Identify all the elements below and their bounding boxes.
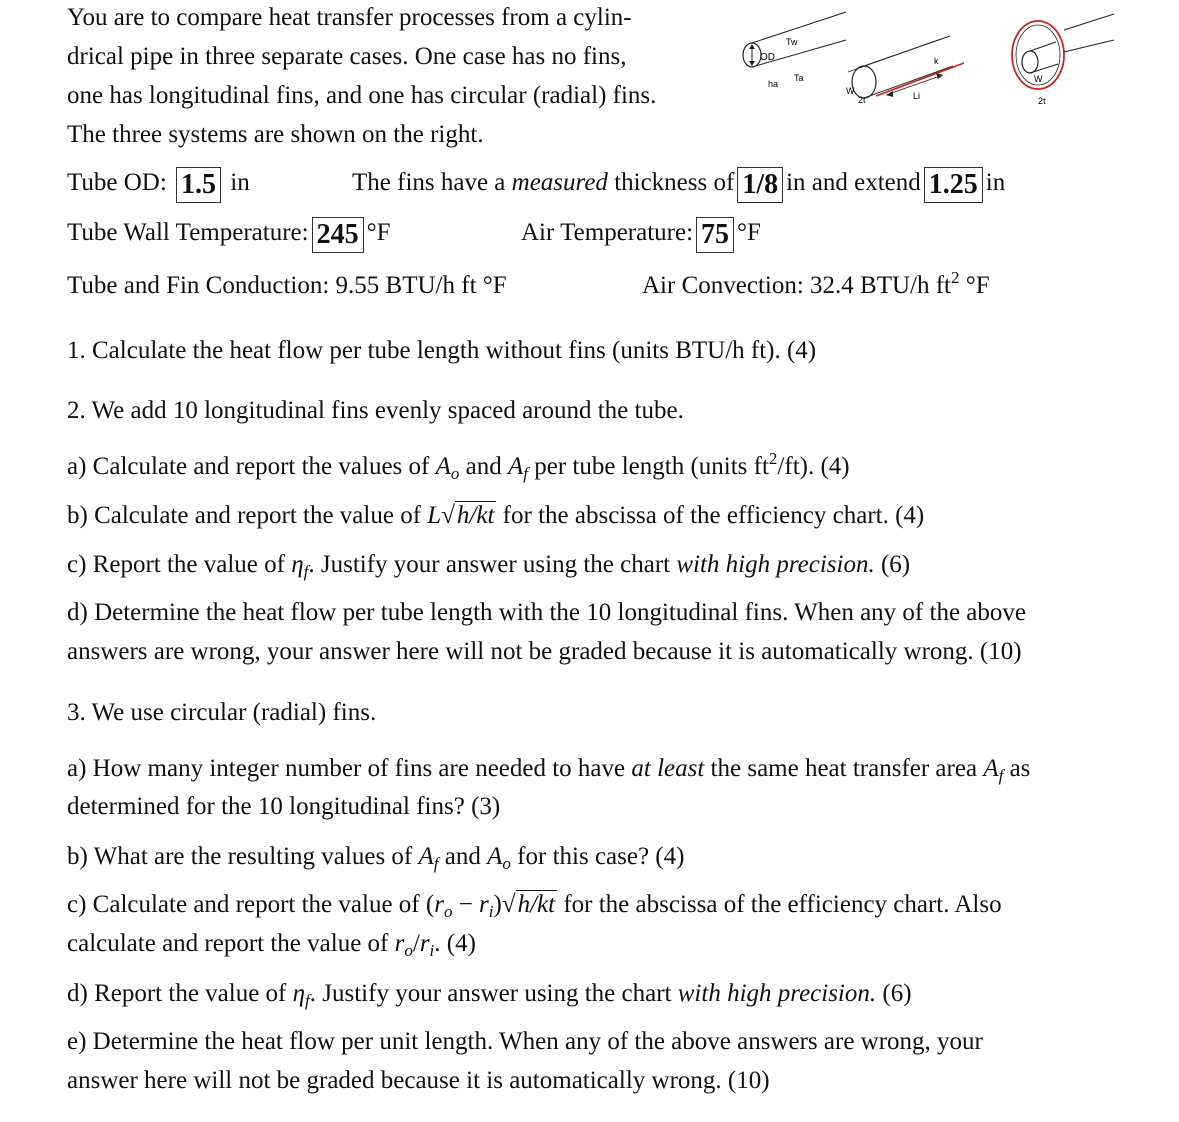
q3a-post: as: [1003, 755, 1031, 782]
intro-line-1: You are to compare heat transfer processes from a cylin-: [67, 4, 632, 31]
fin-text-b: thickness of: [614, 169, 735, 196]
q3d-end: (6): [876, 980, 912, 1007]
t-label-2: 2t: [1038, 96, 1046, 106]
wall-temp-label: Tube Wall Temperature:: [67, 219, 309, 246]
radial-fin-diagram: [1012, 14, 1114, 106]
q3b-pre: b) What are the resulting values of: [67, 843, 419, 870]
ha-label: ha: [768, 79, 779, 89]
q2a-post: per tube length (units ft: [528, 453, 769, 480]
math-sub-f: f: [305, 991, 310, 1010]
question-3d: [67, 979, 912, 1009]
w-label-2: W: [1034, 74, 1043, 84]
math-eta: η: [291, 551, 304, 578]
question-3b: [67, 842, 684, 872]
q2c-mid: . Justify your answer using the chart: [308, 551, 677, 578]
q3c-pre: c) Calculate and report the value of: [67, 891, 426, 918]
math-slash: /: [412, 930, 420, 957]
question-3e-line-1: e) Determine the heat flow per unit length. When any of the above answers are wrong, your: [67, 1028, 983, 1055]
q2a-pre: a) Calculate and report the values of: [67, 453, 436, 480]
q2a-mid: and: [459, 453, 508, 480]
math-A: A: [418, 843, 434, 870]
q3b-post: for this case? (4): [510, 843, 685, 870]
tube-od-value: 1.5: [176, 167, 221, 203]
math-sub-o: o: [443, 902, 453, 921]
question-2d-line-2: answers are wrong, your answer here will not be graded because it is automatically wrong. (10): [67, 638, 1022, 665]
fin-thickness-value: 1/8: [737, 167, 783, 203]
convection-text: [642, 268, 990, 301]
math-sub-o: o: [404, 941, 413, 960]
q2a-exp: 2: [768, 449, 778, 468]
math-sub-o: o: [502, 854, 511, 873]
fin-text-a: The fins have a: [352, 169, 506, 196]
fin-extend-value: 1.25: [924, 167, 983, 203]
q3d-italic: with high precision.: [677, 980, 877, 1007]
math-r: r: [394, 930, 405, 957]
tube-od-label: Tube OD:: [67, 169, 167, 196]
question-3-title: 3. We use circular (radial) fins.: [67, 699, 377, 726]
q3c-post: for the abscissa of the efficiency chart. Also: [557, 891, 1002, 918]
math-sub-f: f: [303, 562, 309, 581]
fin-text-c: in and extend: [786, 169, 921, 196]
t-label-1: 2t: [858, 95, 866, 105]
w-label-1: W: [846, 86, 855, 96]
fin-text-measured: measured: [511, 169, 608, 196]
math-r: r: [479, 891, 489, 918]
convection-a: Air Convection: 32.4 BTU/h ft: [642, 272, 951, 299]
question-3c-line-1: [67, 890, 1002, 920]
pipe-systems-figure: [738, 0, 1118, 120]
air-temp-label: Air Temperature:: [521, 219, 694, 246]
question-1: 1. Calculate the heat flow per tube length without fins (units BTU/h ft). (4): [67, 337, 817, 364]
tw-label: Tw: [786, 37, 798, 47]
question-3a-line-2: determined for the 10 longitudinal fins? (3): [67, 793, 501, 820]
math-A: A: [435, 453, 451, 480]
math-sub-f: f: [998, 766, 1004, 785]
fin-extend-unit: in: [985, 169, 1006, 196]
question-2-title: 2. We add 10 longitudinal fins evenly spaced around the tube.: [67, 397, 684, 424]
q3d-pre: d) Report the value of: [67, 980, 293, 1007]
intro-line-3: one has longitudinal fins, and one has circular (radial) fins.: [67, 82, 657, 109]
q2b-pre: b) Calculate and report the value of: [67, 502, 428, 529]
bare-pipe-diagram: [743, 12, 846, 89]
math-lparen: (: [425, 891, 435, 918]
question-2c: [67, 550, 910, 580]
math-r: r: [419, 930, 430, 957]
math-sub-i: i: [429, 941, 435, 960]
li-label: Li: [913, 91, 921, 101]
air-temp-unit: °F: [737, 219, 761, 246]
sqrt-expression: √h/kt: [501, 891, 556, 918]
math-sub-i: i: [488, 902, 494, 921]
q2c-pre: c) Report the value of: [67, 551, 292, 578]
k-label: k: [934, 56, 939, 66]
math-rparen: ): [493, 891, 502, 918]
q3a-italic: at least: [631, 755, 705, 782]
air-temp-row: [521, 217, 761, 253]
q2a-end: /ft). (4): [777, 453, 850, 480]
math-sub-f: f: [433, 854, 439, 873]
question-3e-line-2: answer here will not be graded because it is automatically wrong. (10): [67, 1067, 770, 1094]
math-L: L: [427, 502, 442, 529]
math-A: A: [507, 453, 524, 480]
question-3c-line-2: [67, 929, 476, 959]
q2c-italic: with high precision.: [676, 551, 875, 578]
question-2a: [67, 449, 850, 483]
ta-label: Ta: [794, 73, 804, 83]
math-hkt: h/kt: [517, 891, 556, 918]
q2b-post: for the abscissa of the efficiency chart. (4): [496, 502, 925, 529]
q3a-pre: a) How many integer number of fins are needed to have: [67, 755, 632, 782]
q3d-mid: . Justify your answer using the chart: [309, 980, 678, 1007]
question-2b: [67, 501, 924, 531]
wall-temp-unit: °F: [366, 219, 391, 246]
question-3a-line-1: [67, 754, 1030, 784]
question-2d-line-1: d) Determine the heat flow per tube length with the 10 longitudinal fins. When any of the above: [67, 599, 1026, 626]
q3b-mid: and: [438, 843, 488, 870]
od-label: OD: [760, 52, 775, 63]
math-hkt: h/kt: [456, 502, 495, 529]
convection-b: °F: [959, 272, 990, 299]
fin-dimensions-row: [352, 167, 1005, 203]
q3c-line2-post: . (4): [434, 930, 476, 957]
sqrt-expression: √h/kt: [441, 502, 495, 529]
q2c-end: (6): [874, 551, 911, 578]
math-eta: η: [292, 980, 306, 1007]
wall-temp-value: 245: [312, 217, 364, 253]
longitudinal-fin-diagram: [846, 36, 964, 105]
tube-od-unit: in: [230, 169, 250, 196]
math-r: r: [434, 891, 444, 918]
wall-temp-row: [67, 217, 390, 253]
math-sub-o: o: [450, 464, 460, 483]
q3c-line2-pre: calculate and report the value of: [67, 930, 395, 957]
convection-exp: 2: [951, 268, 960, 287]
math-sub-f: f: [523, 464, 528, 483]
math-minus: −: [452, 891, 480, 918]
conduction-text: Tube and Fin Conduction: 9.55 BTU/h ft °F: [67, 272, 507, 299]
math-A: A: [487, 843, 503, 870]
intro-line-2: drical pipe in three separate cases. One case has no fins,: [67, 43, 627, 70]
tube-od-row: [67, 167, 250, 203]
intro-line-4: The three systems are shown on the right.: [67, 121, 484, 148]
q3a-mid: the same heat transfer area: [704, 755, 984, 782]
air-temp-value: 75: [696, 217, 734, 253]
math-A: A: [983, 755, 999, 782]
